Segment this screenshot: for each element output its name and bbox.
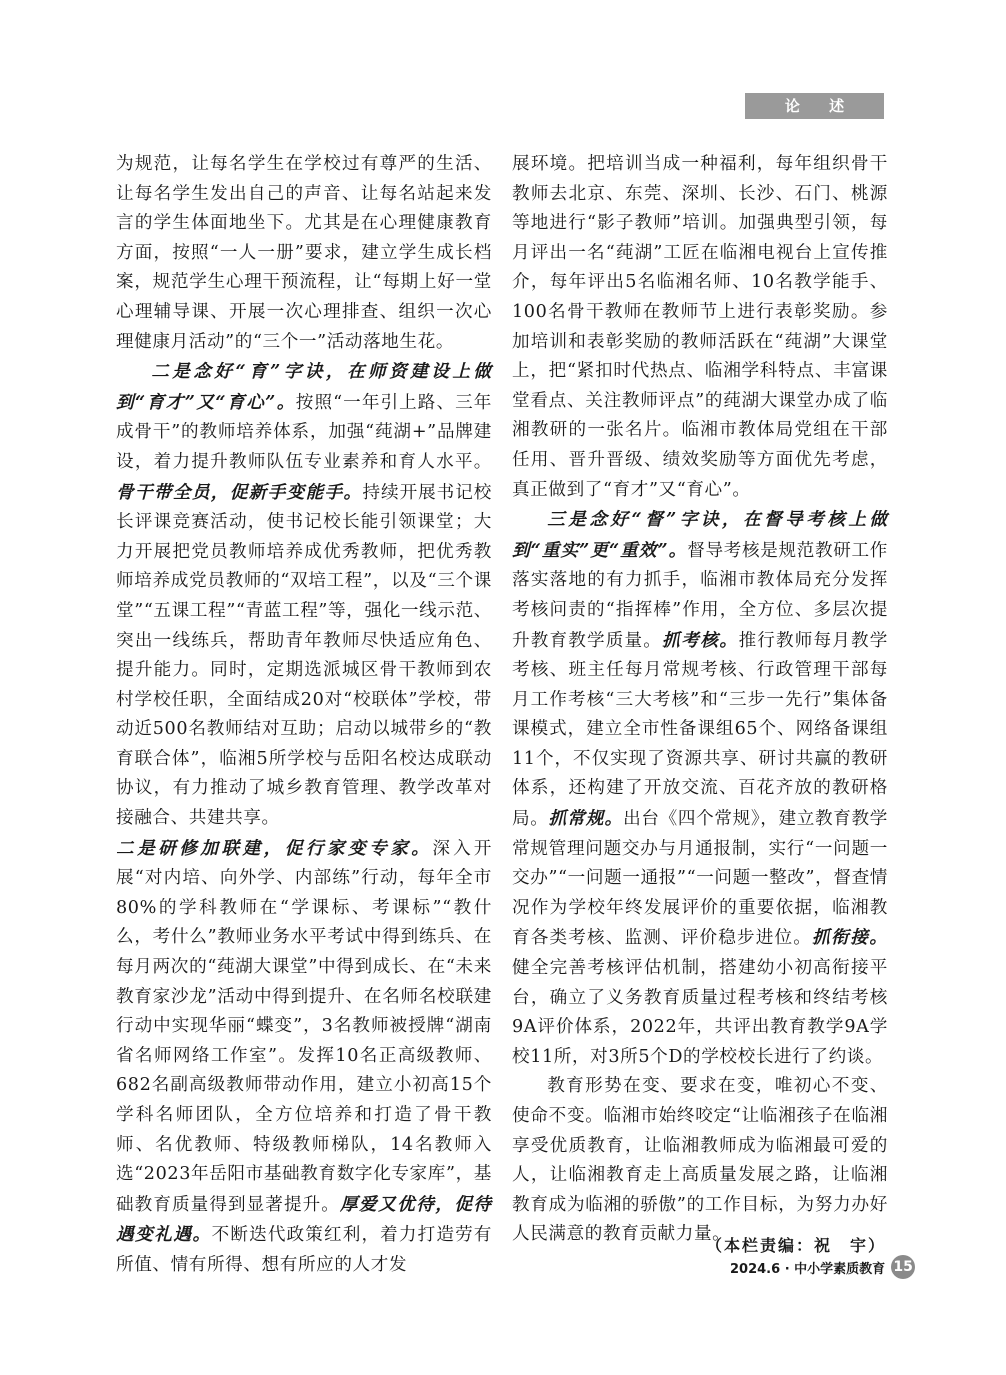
page-number: 15	[891, 1255, 915, 1279]
body-text: 不断迭代政策红利，着力打造劳有所值、情有所得、想有所应的人才发	[116, 1225, 492, 1275]
left-column	[116, 150, 492, 1281]
body-text: 健全完善考核评估机制，搭建幼小初高衔接平台，确立了义务教育质量过程考核和终结考核9A评价体系，2022年，共评出教育教学9A学校11所，对3所5个D的学校校长进行了约谈。	[512, 958, 888, 1067]
paragraph	[116, 357, 492, 834]
emphasis: 骨干带全员，促新手变能手。	[116, 481, 363, 503]
body-text: 出台《四个常规》，建立教育教学常规管理问题交办与月通报制，实行“一问题一交办”“一问题一通报”“一问题一整改”，督查情况作为学校年终发展评价的重要依据，临湘教育各类考核、监测、评价稳步进位。	[512, 809, 888, 949]
paragraph: 教育形势在变、要求在变，唯初心不变、使命不变。临湘市始终咬定“让临湘孩子在临湘享受优质教育，让临湘教师成为临湘最可爱的人，让临湘教育走上高质量发展之路，让临湘教育成为临湘的骄傲”的工作目标，为努力办好人民满意的教育贡献力量。	[512, 1076, 888, 1245]
paragraph	[512, 505, 888, 1072]
emphasis: 厚爱又优待，促待遇变礼遇。	[116, 1193, 492, 1246]
page-footer	[730, 1254, 915, 1280]
emphasis: 抓常规。	[548, 808, 624, 830]
body-text: 按照“一年引上路、三年成骨干”的教师培养体系，加强“莼湖+”品牌建设，着力提升教师队伍专业素养和育人水平。	[116, 392, 492, 472]
body-text: 持续开展书记校长评课竞赛活动，使书记校长能引领课堂；大力开展把党员教师培养成优秀教师，把优秀教师培养成党员教师的“双培工程”，以及“三个课堂”“五课工程”“青蓝工程”等，强化一线示范、突出一线练兵，帮助青年教师尽快适应角色、提升能力。同时，定期选派城区骨干教师到农村学校任职，全面结成20对“校联体”学校，带动近500名教师结对互助；启动以城带乡的“教育联合体”，临湘5所学校与岳阳名校达成联动协议，有力推动了城乡教育管理、教学改革对接融合、共建共享。	[116, 482, 492, 829]
body-text: 推行教师每月教学考核、班主任每月常规考核、行政管理干部每月工作考核“三大考核”和“三步一先行”集体备课模式，建立全市性备课组65个、网络备课组11个，不仅实现了资源共享、研讨共赢的教研体系，还构建了开放交流、百花齐放的教研格局。	[512, 630, 888, 830]
editor-credit: （本栏责编：祝 宇）	[706, 1236, 887, 1255]
issue-label: 2024.6 · 中小学素质教育	[730, 1261, 886, 1277]
right-column	[512, 150, 888, 1250]
body-text: 督导考核是规范教研工作落实落地的有力抓手，临湘市教体局充分发挥考核问责的“指挥棒”作用，全方位、多层次提升教育教学质量。	[512, 540, 888, 651]
paragraph	[116, 834, 492, 1281]
paragraph: 展环境。把培训当成一种福利，每年组织骨干教师去北京、东莞、深圳、长沙、石门、桃源等地进行“影子教师”培训。加强典型引领，每月评出一名“莼湖”工匠在临湘电视台上宣传推介，每年评出5名临湘名师、10名教学能手、100名骨干教师在教师节上进行表彰奖励。参加培训和表彰奖励的教师活跃在“莼湖”大课堂上，把“紧扣时代热点、临湘学科特点、丰富课堂看点、关注教师评点”的莼湖大课堂办成了临湘教研的一张名片。临湘市教体局党组在干部任用、晋升晋级、绩效奖励等方面优先考虑，真正做到了“育才”又“育心”。	[512, 154, 888, 500]
body-text: 深入开展“对内培、向外学、内部练”行动，每年全市80%的学科教师在“学课标、考课标”“教什么，考什么”教师业务水平考试中得到练兵、在每月两次的“莼湖大课堂”中得到成长、在“未来教育家沙龙”活动中得到提升、在名师名校联建行动中实现华丽“蝶变”，3名教师被授牌“湖南省名师网络工作室”。发挥10名正高级教师、682名副高级教师带动作用，建立小初高15个学科名师团队，全方位培养和打造了骨干教师、名优教师、特级教师梯队，14名教师入选“2023年岳阳市基础教育数字化专家库”，基础教育质量得到显著提升。	[116, 838, 492, 1215]
emphasis: 抓考核。	[661, 629, 739, 651]
section-tab: 论 述	[745, 93, 884, 119]
subheading: 三是念好“督”字诀，在督导考核上做到“重实”更“重效”。	[512, 509, 888, 561]
subheading: 二是研修加联建，促行家变专家。	[116, 837, 433, 859]
emphasis: 抓衔接。	[811, 927, 888, 949]
subheading: 二是念好“育”字诀，在师资建设上做到“育才”又“育心”。	[116, 361, 492, 413]
paragraph: 为规范，让每名学生在学校过有尊严的生活、让每名学生发出自己的声音、让每名站起来发言的学生体面地坐下。尤其是在心理健康教育方面，按照“一人一册”要求，建立学生成长档案，规范学生心理干预流程，让“每期上好一堂心理辅导课、开展一次心理排查、组织一次心理健康月活动”的“三个一”活动落地生花。	[116, 154, 492, 352]
